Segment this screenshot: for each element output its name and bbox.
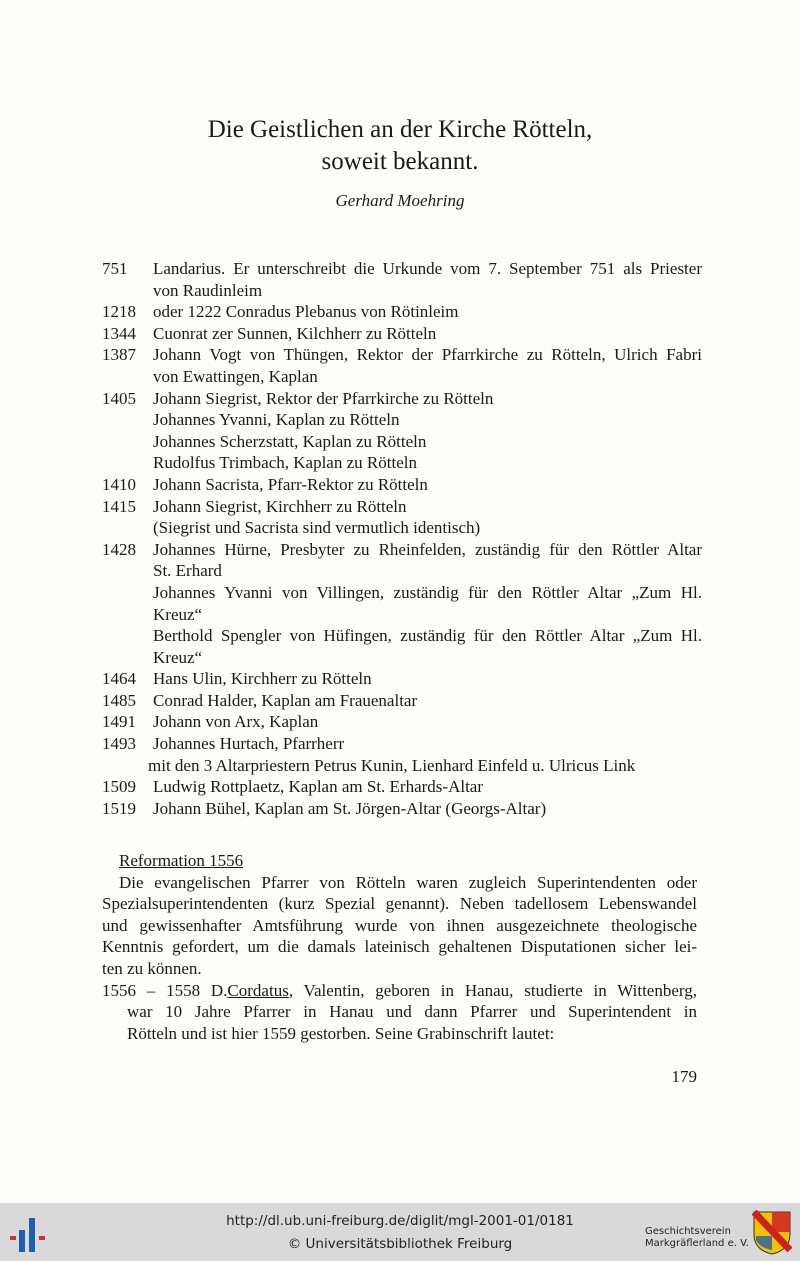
- entry-year: 1491: [102, 712, 136, 732]
- entry-year: 1509: [102, 777, 136, 797]
- entry-year: 1464: [102, 669, 136, 689]
- reformation-paragraph: [102, 872, 697, 980]
- copyright-notice: © Universitätsbibliothek Freiburg: [287, 1236, 513, 1252]
- entry-year: 1519: [102, 798, 136, 818]
- paragraph-line: Die evangelischen Pfarrer von Rötteln waren zugleich Superintendenten oder: [119, 872, 697, 892]
- entry-line: Johann Vogt von Thüngen, Rektor der Pfarrkirche zu Rötteln, Ulrich Fabri: [153, 345, 702, 365]
- entry-year: 1428: [102, 539, 136, 559]
- entry-line: Johannes Yvanni, Kaplan zu Rötteln: [153, 410, 400, 430]
- entry-line: Kreuz“: [153, 647, 203, 667]
- clergy-entry: [102, 496, 702, 539]
- entry-line: Landarius. Er unterschreibt die Urkunde vom 7. September 751 als Priester: [153, 259, 702, 278]
- coat-of-arms-icon: [752, 1210, 792, 1256]
- society-name: [645, 1226, 749, 1250]
- paragraph-line: Spezialsuperintendenten (kurz Spezial genannt). Neben tadellosem Lebenswandel: [102, 894, 697, 914]
- entry-line: mit den 3 Altarpriestern Petrus Kunin, Lienhard Einfeld u. Ulricus Link: [148, 755, 636, 775]
- page-number: 179: [671, 1067, 697, 1086]
- entry-year: 1415: [102, 496, 136, 516]
- entry-line: St. Erhard: [153, 561, 222, 581]
- entry-year: 1410: [102, 474, 136, 494]
- cordatus-years: 1556 – 1558 D.: [102, 980, 228, 1000]
- clergy-entry: [102, 668, 702, 690]
- clergy-entry: [102, 301, 702, 323]
- entry-year: 1493: [102, 734, 136, 754]
- clergy-entry: [102, 388, 702, 474]
- entry-line: Berthold Spengler von Hüfingen, zuständig für den Röttler Altar „Zum Hl.: [153, 626, 702, 646]
- page-title: [0, 114, 800, 178]
- title-line-1: Die Geistlichen an der Kirche Rötteln,: [207, 116, 593, 143]
- entry-year: 1485: [102, 690, 136, 710]
- entry-line: Rudolfus Trimbach, Kaplan zu Rötteln: [153, 453, 417, 473]
- cordatus-line: Rötteln und ist hier 1559 gestorben. Seine Grabinschrift lautet:: [127, 1023, 555, 1043]
- footer-bar: [0, 1203, 800, 1261]
- entry-line: Johannes Scherzstatt, Kaplan zu Rötteln: [153, 431, 427, 451]
- society-line-2: Markgräflerland e. V.: [645, 1238, 749, 1249]
- clergy-entry: [102, 690, 702, 712]
- entry-line: Johann von Arx, Kaplan: [153, 712, 319, 732]
- entry-line: von Raudinleim: [153, 280, 263, 300]
- entry-year: 1218: [102, 302, 136, 322]
- entry-line: Johannes Hurtach, Pfarrherr: [153, 734, 345, 754]
- author: Gerhard Moehring: [335, 191, 465, 210]
- clergy-entry: [102, 776, 702, 798]
- clergy-list: [102, 258, 702, 819]
- clergy-entry: [102, 344, 702, 387]
- cordatus-line: war 10 Jahre Pfarrer in Hanau und dann Pfarrer und Superintendent in: [127, 1002, 697, 1022]
- entry-line: Conrad Halder, Kaplan am Frauenaltar: [153, 690, 418, 710]
- entry-line: Johann Siegrist, Rektor der Pfarrkirche zu Rötteln: [153, 388, 494, 408]
- cordatus-rest: , Valentin, geboren in Hanau, studierte in Wittenberg,: [288, 980, 698, 1000]
- entry-line: von Ewattingen, Kaplan: [153, 366, 318, 386]
- clergy-entry: [102, 798, 702, 820]
- paragraph-line: ten zu können.: [102, 958, 202, 978]
- entry-line: Johann Siegrist, Kirchherr zu Rötteln: [153, 496, 407, 516]
- document-url[interactable]: http://dl.ub.uni-freiburg.de/diglit/mgl-2001-01/0181: [226, 1213, 574, 1229]
- clergy-entry: [102, 258, 702, 301]
- entry-year: 1387: [102, 345, 136, 365]
- entry-line: Ludwig Rottplaetz, Kaplan am St. Erhards-Altar: [153, 777, 483, 797]
- cordatus-name: Cordatus: [227, 980, 289, 1000]
- clergy-entry: [102, 323, 702, 345]
- paragraph-line: Kenntnis gefordert, um die damals lateinisch gehaltenen Disputationen sicher lei-: [102, 937, 697, 957]
- entry-line: Johann Sacrista, Pfarr-Rektor zu Rötteln: [153, 474, 428, 494]
- title-line-2: soweit bekannt.: [321, 148, 479, 175]
- entry-line: Johannes Yvanni von Villingen, zuständig für den Röttler Altar „Zum Hl.: [153, 582, 702, 602]
- clergy-entry: [102, 733, 702, 776]
- cordatus-continuation: [102, 1001, 697, 1044]
- clergy-entry: [102, 539, 702, 669]
- entry-line: Cuonrat zer Sunnen, Kilchherr zu Rötteln: [153, 323, 437, 343]
- reformation-heading: Reformation 1556: [119, 851, 244, 870]
- reformation-section: [102, 850, 697, 1044]
- entry-line: (Siegrist und Sacrista sind vermutlich identisch): [153, 518, 481, 538]
- cordatus-entry: [102, 980, 697, 1002]
- entry-year: 1405: [102, 388, 136, 408]
- entry-year: 1344: [102, 323, 136, 343]
- paragraph-line: und gewissenhafter Amtsführung wurde von ihnen ausgezeichnete theologische: [102, 915, 697, 935]
- entry-line: Johannes Hürne, Presbyter zu Rheinfelden, zuständig für den Röttler Altar: [153, 539, 702, 559]
- entry-line: Hans Ulin, Kirchherr zu Rötteln: [153, 669, 372, 689]
- entry-year: 751: [102, 259, 128, 278]
- clergy-entry: [102, 711, 702, 733]
- entry-line: oder 1222 Conradus Plebanus von Rötinleim: [153, 302, 459, 322]
- clergy-entry: [102, 474, 702, 496]
- entry-line: Kreuz“: [153, 604, 203, 624]
- society-line-1: Geschichtsverein: [645, 1226, 731, 1237]
- entry-line: Johann Bühel, Kaplan am St. Jörgen-Altar (Georgs-Altar): [153, 798, 547, 818]
